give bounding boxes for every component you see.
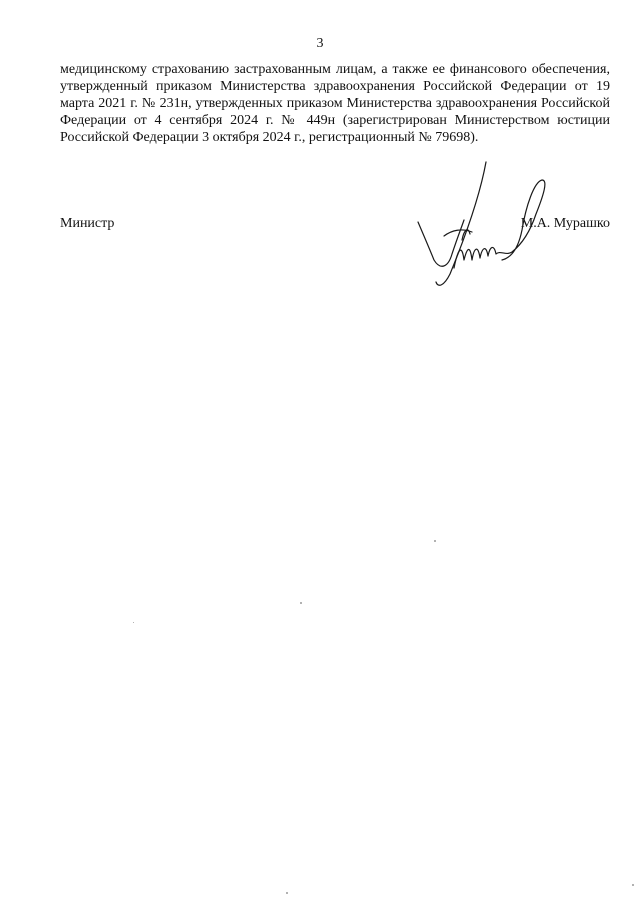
scan-speck xyxy=(632,884,634,886)
scan-speck xyxy=(133,622,134,623)
scan-speck xyxy=(300,602,302,604)
scan-speck xyxy=(434,540,436,542)
scan-speck xyxy=(286,892,288,894)
page-number: 3 xyxy=(316,36,324,51)
handwritten-signature-icon xyxy=(410,150,560,295)
body-paragraph: медицинскому страхованию застрахованным лицам, а также ее финансового обеспечения, утвержденный приказом Министерства здравоохранения Российской Федерации от 19 марта 2021 г. № 231н, утвержденных приказом Министерства здравоохранения Российской Федерации от 4 сентября 2024 г. № 449н (зарегистрирован Министерством юстиции Российской Федерации 3 октября 2024 г., регистрационный № 79698). xyxy=(60,62,610,145)
signatory-name: М.А. Мурашко xyxy=(520,216,610,231)
signatory-title: Министр xyxy=(60,216,115,231)
